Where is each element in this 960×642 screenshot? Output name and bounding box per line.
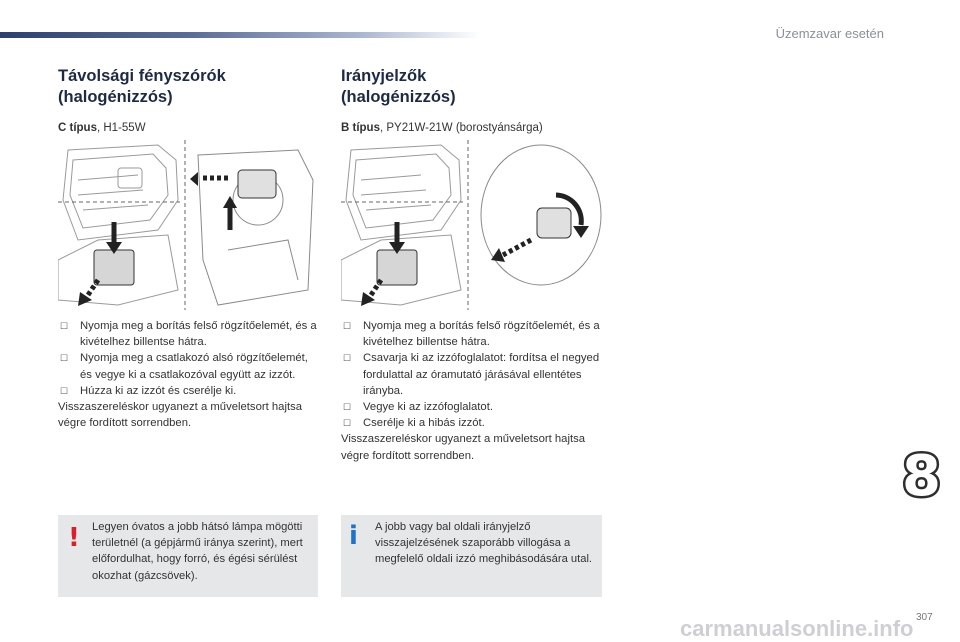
info-text: A jobb vagy bal oldali irányjelző visszajelzésének szaporább villogása a megfelelő oldali izzó meghibásodására utal.	[375, 521, 593, 566]
turn-signal-illustration-right	[341, 140, 603, 310]
chapter-number: 8	[902, 444, 941, 509]
list-item: ☐ Csavarja ki az izzófoglalatot: fordítsa el negyed fordulattal az óramutató járásával ellentétes irányba.	[343, 352, 600, 397]
list-item: ☐ Nyomja meg a borítás felső rögzítőelemét, és a kivételhez billentse hátra.	[343, 320, 600, 349]
right-type: B típus, PY21W-21W (borostyánsárga)	[341, 122, 543, 134]
exclamation-icon: !	[68, 523, 80, 553]
info-box	[341, 515, 602, 597]
header-gradient-bar	[0, 32, 480, 38]
info-icon: i	[349, 521, 358, 551]
page-number: 307	[916, 612, 933, 623]
left-note: Visszaszereléskor ugyanezt a műveletsort hajtsa végre fordított sorrendben.	[58, 401, 303, 430]
list-item: ☐ Vegye ki az izzófoglalatot.	[341, 399, 603, 415]
section-title: Üzemzavar esetén	[775, 26, 884, 41]
warning-text: Legyen óvatos a jobb hátsó lámpa mögötti területnél (a gépjármű iránya szerint), mert előfordulhat, hogy forró, és égési sérülést okozhat (gázcsövek).	[92, 521, 303, 582]
right-title: Irányjelzők (halogénizzós)	[341, 67, 456, 106]
check-box-icon: ☐	[343, 418, 352, 429]
check-box-icon: ☐	[343, 402, 352, 413]
check-box-icon: ☐	[343, 353, 352, 364]
warning-box	[58, 515, 318, 597]
check-box-icon: ☐	[60, 385, 69, 396]
watermark: carmanualsonline.info	[680, 616, 914, 641]
list-item: ☐ Nyomja meg a borítás felső rögzítőelemét, és a kivételhez billentse hátra.	[60, 320, 317, 349]
left-title: Távolsági fényszórók (halogénizzós)	[58, 67, 226, 106]
list-item: ☐ Cserélje ki a hibás izzót.	[341, 415, 603, 431]
right-note: Visszaszereléskor ugyanezt a műveletsort hajtsa végre fordított sorrendben.	[341, 433, 586, 462]
check-box-icon: ☐	[60, 353, 69, 364]
list-item: ☐ Húzza ki az izzót és cserélje ki.	[58, 383, 320, 399]
list-item: ☐ Nyomja meg a csatlakozó alsó rögzítőelemét, és vegye ki a csatlakozóval együtt az izzót.	[60, 352, 308, 381]
left-type: C típus, H1-55W	[58, 122, 146, 134]
right-column	[341, 66, 603, 134]
left-steps	[58, 318, 320, 431]
headlamp-illustration-left	[58, 140, 320, 310]
left-column	[58, 66, 320, 134]
check-box-icon: ☐	[343, 321, 352, 331]
check-box-icon: ☐	[60, 321, 69, 331]
right-steps	[341, 318, 603, 464]
